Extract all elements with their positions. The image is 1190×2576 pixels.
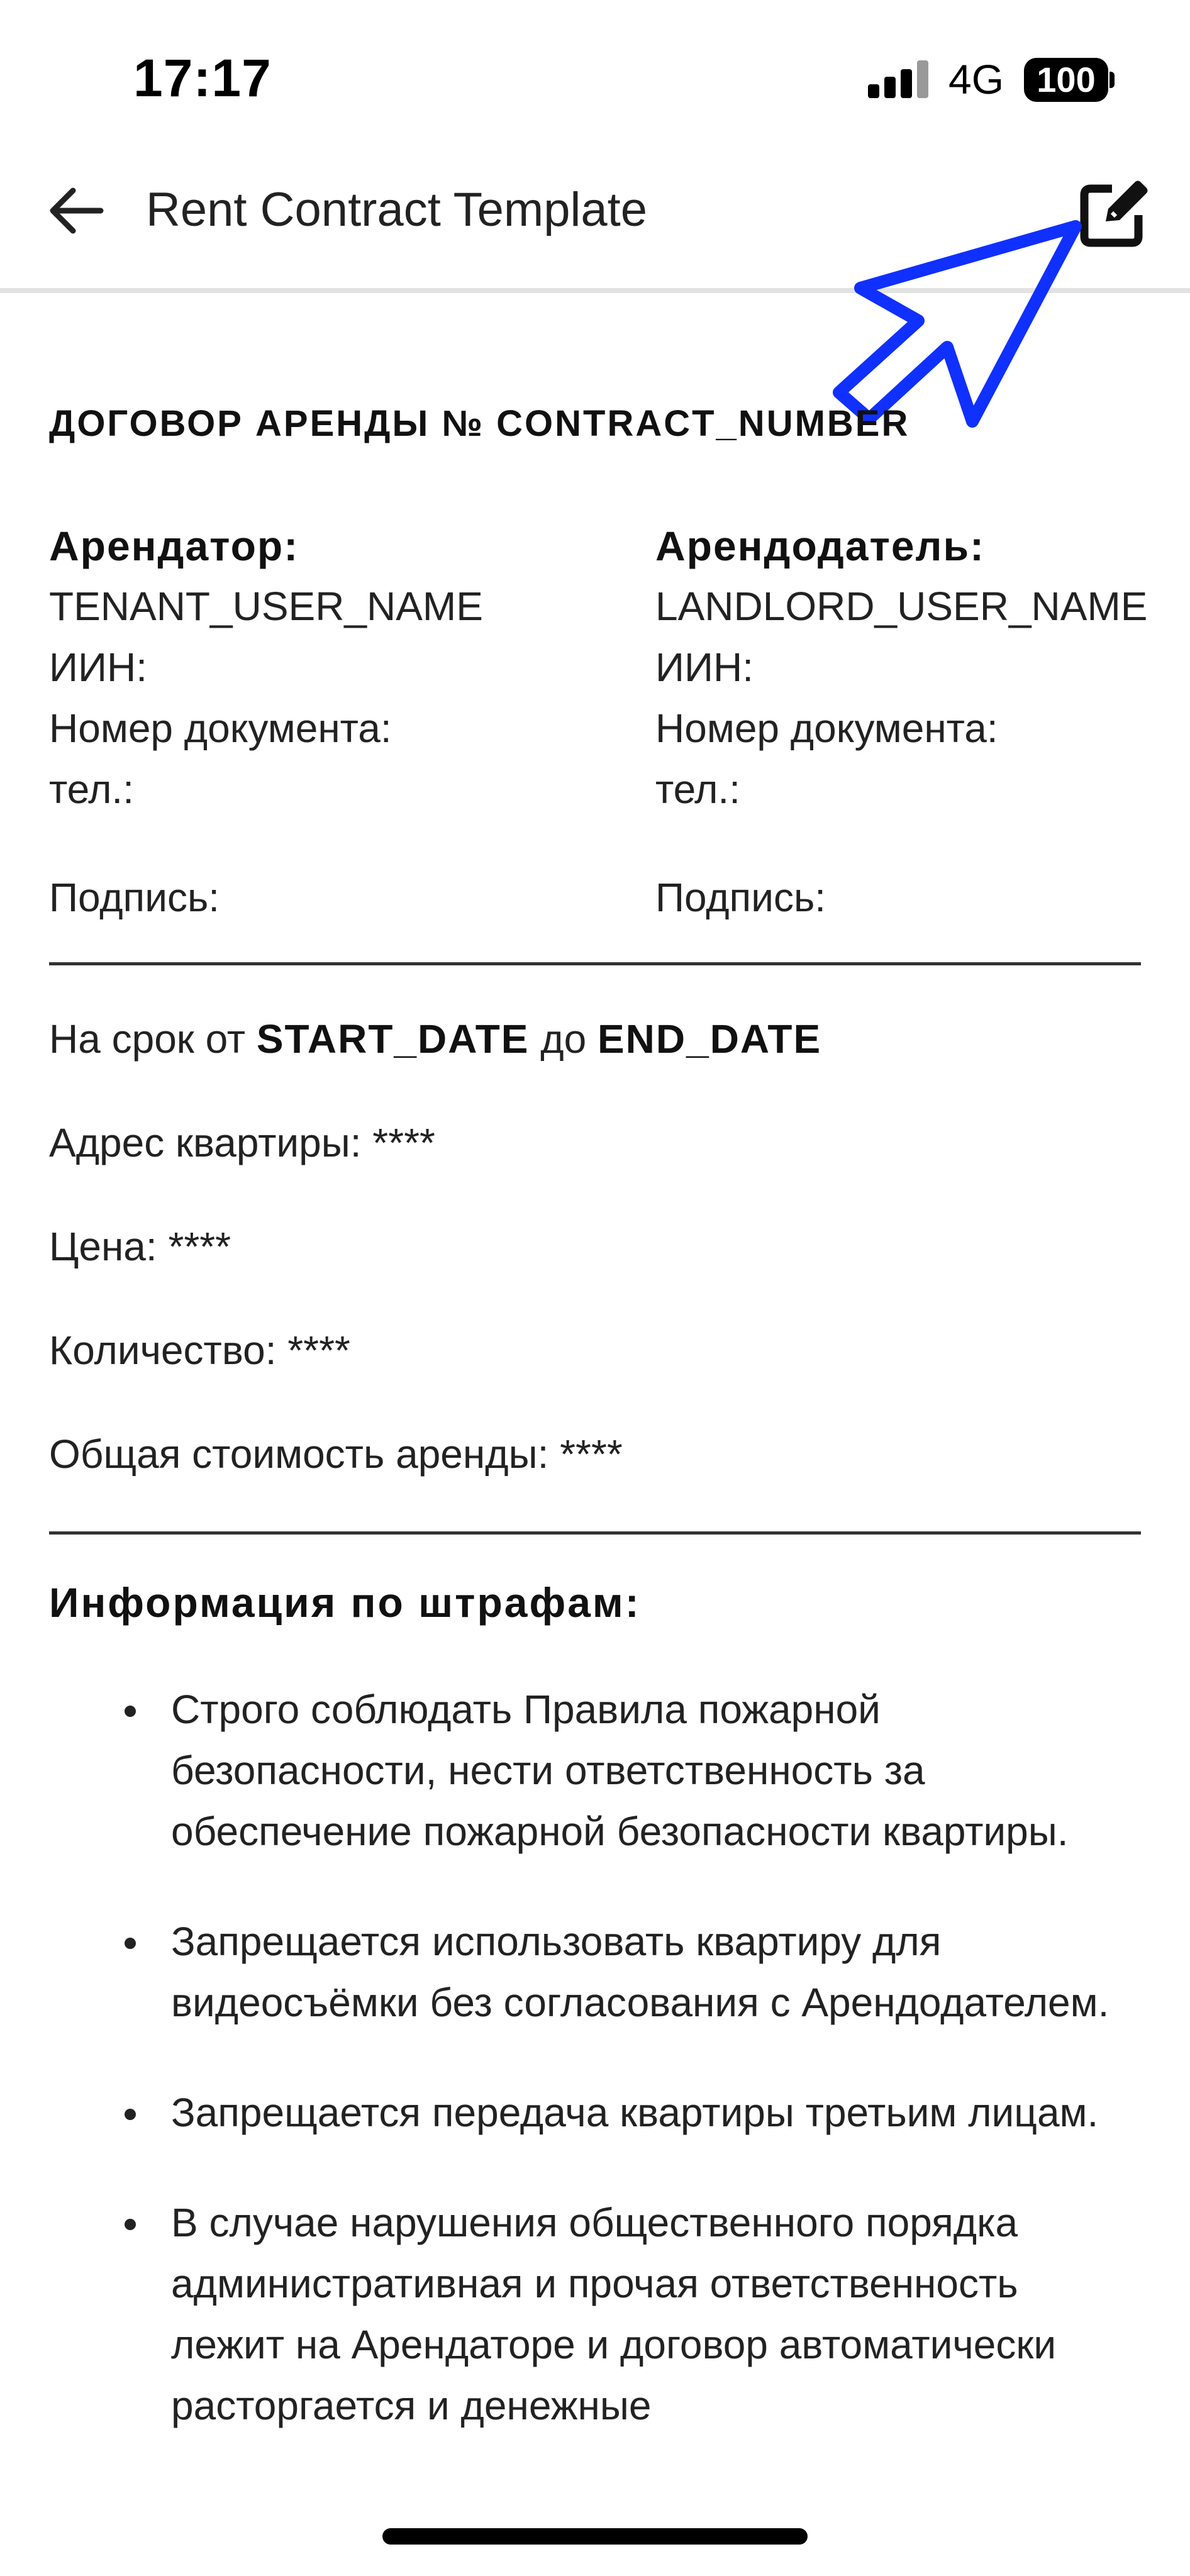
bullet-icon bbox=[125, 2219, 136, 2230]
tenant-block bbox=[49, 516, 615, 820]
landlord-phone: тел.: bbox=[655, 767, 740, 812]
contract-title: ДОГОВОР АРЕНДЫ № CONTRACT_NUMBER bbox=[49, 403, 910, 444]
tenant-signature: Подпись: bbox=[49, 875, 220, 920]
list-item bbox=[49, 1911, 1141, 2033]
edit-icon bbox=[1076, 176, 1151, 252]
bullet-icon bbox=[125, 1938, 136, 1949]
landlord-heading: Арендодатель: bbox=[655, 523, 985, 569]
start-date: START_DATE bbox=[256, 1016, 530, 1062]
list-item bbox=[49, 2082, 1141, 2143]
tenant-iin: ИИН: bbox=[49, 645, 147, 690]
rental-term bbox=[49, 1016, 821, 1062]
landlord-doc-number: Номер документа: bbox=[655, 706, 998, 751]
address-field: Адрес квартиры: **** bbox=[49, 1120, 435, 1165]
landlord-iin: ИИН: bbox=[655, 645, 753, 690]
app-bar bbox=[0, 145, 1190, 293]
network-type: 4G bbox=[948, 56, 1004, 103]
quantity-field: Количество: **** bbox=[49, 1328, 350, 1373]
fine-text: Строго соблюдать Правила пожарной безопасности, нести ответственность за обеспечение пожарной безопасности квартиры. bbox=[171, 1687, 1069, 1854]
tenant-doc-number: Номер документа: bbox=[49, 706, 392, 751]
fines-heading: Информация по штрафам: bbox=[49, 1579, 641, 1626]
total-cost-field: Общая стоимость аренды: **** bbox=[49, 1431, 623, 1477]
bullet-icon bbox=[125, 1706, 136, 1717]
term-middle: до bbox=[540, 1016, 587, 1062]
page-title: Rent Contract Template bbox=[146, 183, 647, 236]
status-bar bbox=[0, 0, 1190, 145]
list-item bbox=[49, 1679, 1141, 1862]
end-date: END_DATE bbox=[597, 1016, 822, 1062]
price-field: Цена: **** bbox=[49, 1224, 231, 1269]
list-item bbox=[49, 2192, 1141, 2436]
battery-tip bbox=[1109, 72, 1115, 88]
divider bbox=[49, 962, 1141, 965]
contract-document bbox=[49, 402, 1148, 2428]
arrow-left-icon bbox=[48, 186, 104, 236]
fine-text: Запрещается передача квартиры третьим лицам. bbox=[171, 2090, 1099, 2135]
bullet-icon bbox=[125, 2109, 136, 2120]
back-button[interactable] bbox=[42, 176, 111, 245]
fine-text: Запрещается использовать квартиру для видеосъёмки без согласования с Арендодателем. bbox=[171, 1919, 1109, 2025]
status-time: 17:17 bbox=[133, 48, 272, 108]
tenant-phone: тел.: bbox=[49, 767, 134, 812]
tenant-heading: Арендатор: bbox=[49, 523, 299, 569]
parties-section bbox=[49, 516, 1148, 818]
landlord-signature: Подпись: bbox=[655, 875, 826, 920]
term-prefix: На срок от bbox=[49, 1016, 246, 1062]
tenant-name: TENANT_USER_NAME bbox=[49, 584, 483, 629]
edit-button[interactable] bbox=[1069, 170, 1157, 258]
divider bbox=[49, 1531, 1141, 1535]
signal-icon bbox=[868, 60, 931, 98]
fines-list bbox=[49, 1679, 1141, 2485]
home-indicator[interactable] bbox=[382, 2528, 808, 2545]
battery-icon: 100 bbox=[1024, 58, 1108, 102]
landlord-name: LANDLORD_USER_NAME bbox=[655, 584, 1148, 629]
fine-text: В случае нарушения общественного порядка административная и прочая ответственность лежит на Арендаторе и договор автоматически расторгается и денежные bbox=[171, 2200, 1057, 2428]
landlord-block bbox=[655, 516, 1190, 820]
